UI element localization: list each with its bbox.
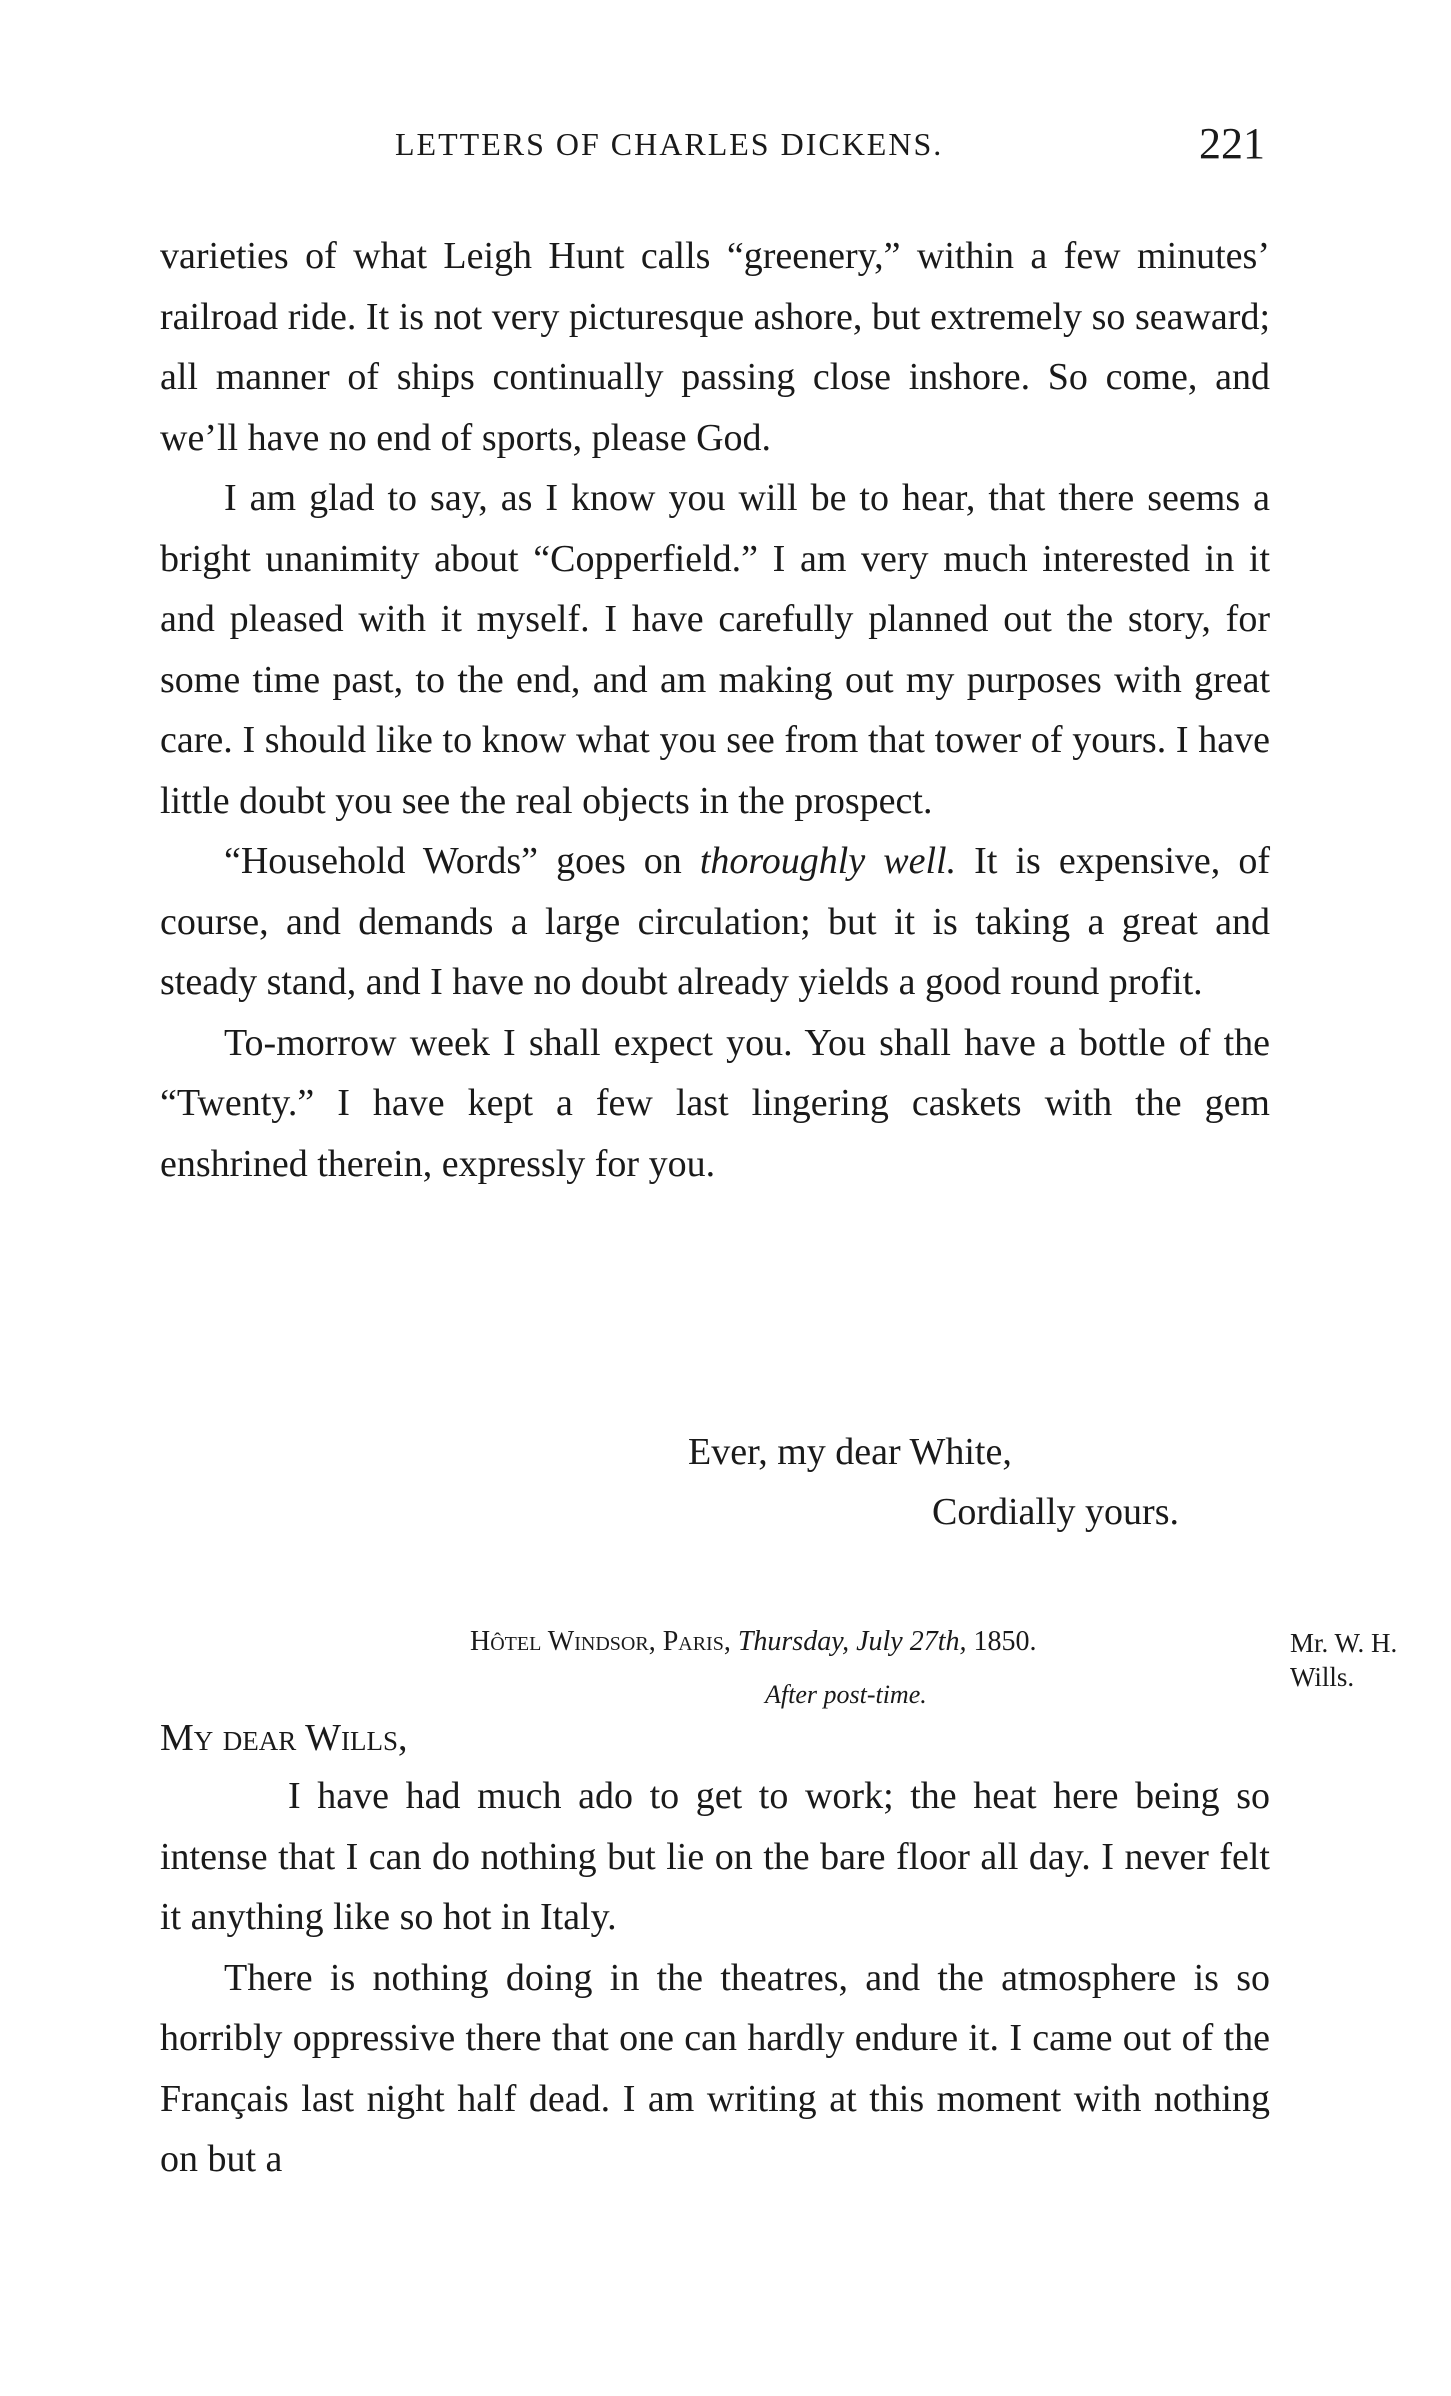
paragraph	[160, 831, 1270, 1013]
page-header	[155, 118, 1275, 178]
letter-dateline	[470, 1626, 1037, 1658]
dateline-day: Thursday, July 27th,	[737, 1626, 967, 1657]
paragraph: varieties of what Leigh Hunt calls “greenery,” within a few minutes’ railroad ride. It is not very picturesque ashore, but extremely so seaward; all manner of ships continually passing close inshore. So come, and we’ll have no end of sports, please God.	[160, 235, 1270, 459]
paragraph: I am glad to say, as I know you will be to hear, that there seems a bright unanimity about “Copperfield.” I am very much interested in it and pleased with it myself. I have carefully planned out the story, for some time past, to the end, and am making out my purposes with great care. I should like to know what you see from that tower of yours. I have little doubt you see the real objects in the prospect.	[160, 477, 1270, 822]
letter-to-white-body	[160, 226, 1270, 1194]
paragraph: To-morrow week I shall expect you. You shall have a bottle of the “Twenty.” I have kept a few last lingering caskets with the gem enshrined therein, expressly for you.	[160, 1021, 1270, 1185]
closing-line: Ever, my dear White,	[688, 1431, 1012, 1473]
paragraph-text: “Household Words” goes on	[224, 840, 700, 882]
paragraph: I have had much ado to get to work; the heat here being so intense that I can do nothing but lie on the bare floor all day. I never felt it anything like so hot in Italy.	[160, 1775, 1270, 1938]
page-number: 221	[1199, 119, 1265, 168]
recipient-name: Wills.	[1290, 1662, 1355, 1692]
recipient-margin-note	[1290, 1626, 1440, 1694]
paragraph-text: It is expensive, of course, and demands a large circulation; but it is taking a great and steady stand, and I have no doubt already yields a good round profit.	[160, 840, 1271, 1003]
paragraph: There is nothing doing in the theatres, and the atmosphere is so horribly oppressive there that one can hardly endure it. I came out of the Français last night half dead. I am writing at this moment with nothing on but a	[160, 1956, 1270, 2180]
emphasized-text: thoroughly well.	[699, 840, 957, 882]
running-title: LETTERS OF CHARLES DICKENS.	[395, 126, 944, 162]
dateline-year: 1850.	[973, 1626, 1037, 1657]
recipient-name: Mr. W. H.	[1290, 1628, 1398, 1658]
letter-to-wills-body	[160, 1766, 1270, 2190]
salutation: My dear Wills,	[160, 1717, 408, 1759]
post-time-note: After post-time.	[765, 1680, 927, 1709]
signature-line: Cordially yours.	[932, 1491, 1179, 1533]
dateline-place: Hôtel Windsor, Paris,	[470, 1626, 731, 1657]
